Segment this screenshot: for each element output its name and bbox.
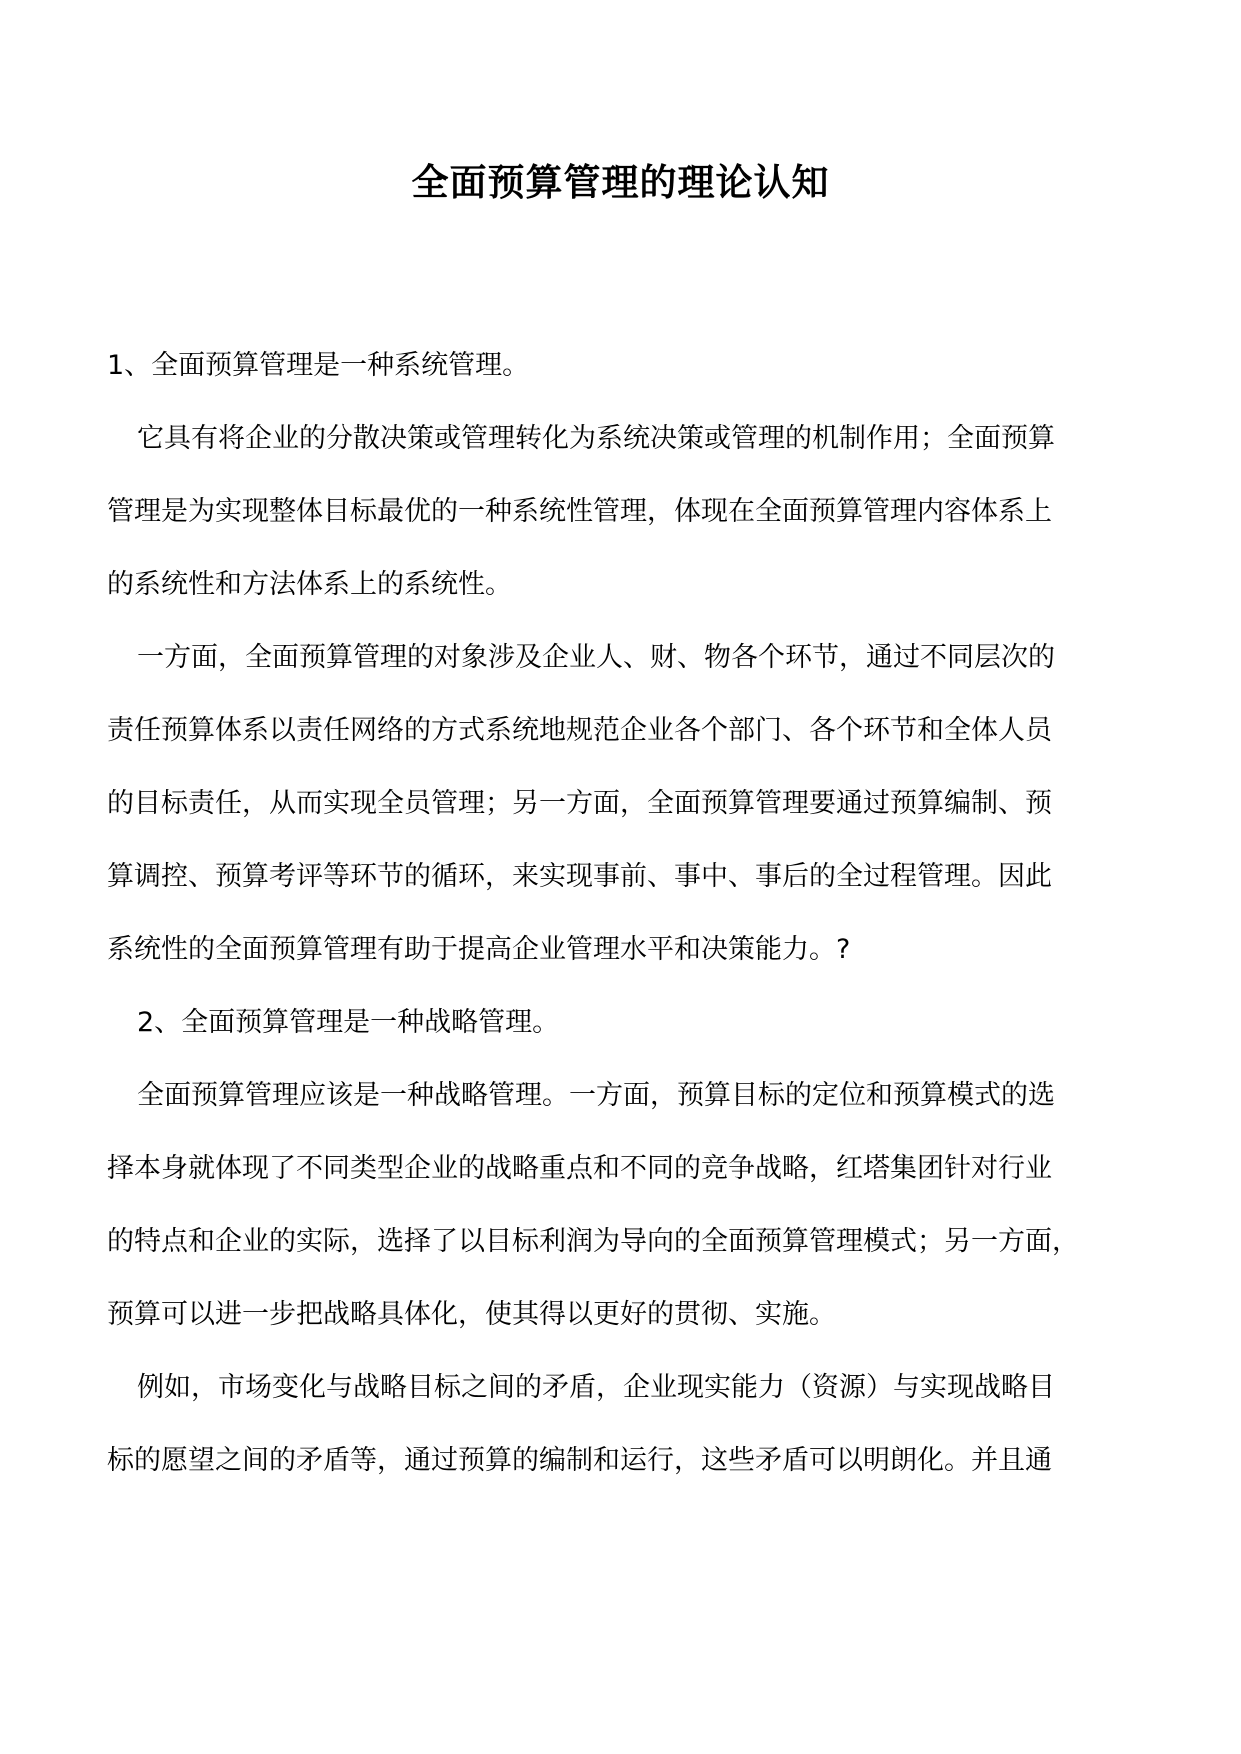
body-line: 它具有将企业的分散决策或管理转化为系统决策或管理的机制作用；全面预算 bbox=[137, 423, 1055, 454]
body-line: 标的愿望之间的矛盾等，通过预算的编制和运行，这些矛盾可以明朗化。并且通 bbox=[107, 1445, 1052, 1476]
body-line: 择本身就体现了不同类型企业的战略重点和不同的竞争战略，红塔集团针对行业 bbox=[107, 1153, 1052, 1184]
body-line: 的特点和企业的实际，选择了以目标利润为导向的全面预算管理模式；另一方面， bbox=[107, 1226, 1079, 1257]
body-line: 2、全面预算管理是一种战略管理。 bbox=[137, 1007, 560, 1038]
body-line: 例如，市场变化与战略目标之间的矛盾，企业现实能力（资源）与实现战略目 bbox=[137, 1372, 1055, 1403]
body-line: 系统性的全面预算管理有助于提高企业管理水平和决策能力。? bbox=[107, 934, 851, 965]
body-line: 一方面，全面预算管理的对象涉及企业人、财、物各个环节，通过不同层次的 bbox=[137, 642, 1055, 673]
body-line: 的系统性和方法体系上的系统性。 bbox=[107, 569, 512, 600]
body-line: 1、全面预算管理是一种系统管理。 bbox=[107, 350, 530, 381]
document-title: 全面预算管理的理论认知 bbox=[411, 161, 830, 204]
body-line: 责任预算体系以责任网络的方式系统地规范企业各个部门、各个环节和全体人员 bbox=[107, 715, 1052, 746]
body-line: 管理是为实现整体目标最优的一种系统性管理，体现在全面预算管理内容体系上 bbox=[107, 496, 1052, 527]
body-line: 预算可以进一步把战略具体化，使其得以更好的贯彻、实施。 bbox=[107, 1299, 836, 1330]
body-line: 的目标责任，从而实现全员管理；另一方面，全面预算管理要通过预算编制、预 bbox=[107, 788, 1052, 819]
body-line: 算调控、预算考评等环节的循环，来实现事前、事中、事后的全过程管理。因此 bbox=[107, 861, 1052, 892]
body-line: 全面预算管理应该是一种战略管理。一方面，预算目标的定位和预算模式的选 bbox=[137, 1080, 1055, 1111]
